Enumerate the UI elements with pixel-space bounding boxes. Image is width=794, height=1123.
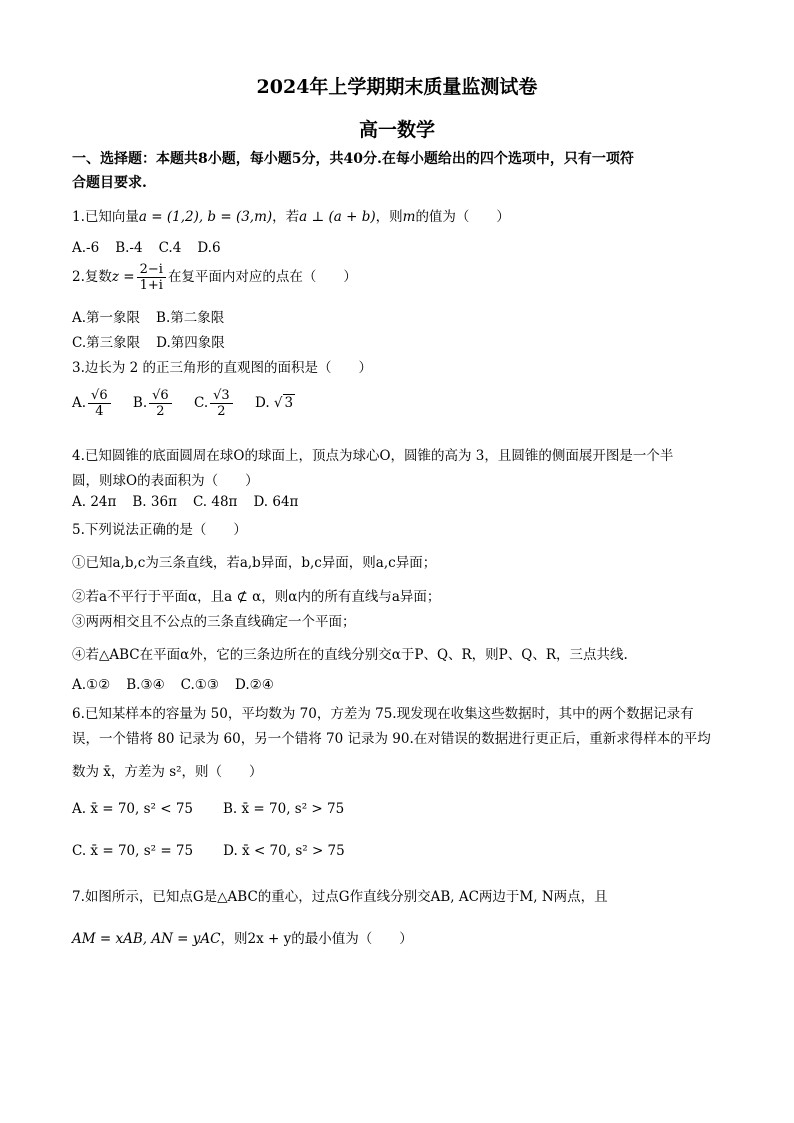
section-heading-line2: 合题目要求.	[72, 175, 147, 191]
q5-statement-1: ①已知a,b,c为三条直线，若a,b异面，b,c异面，则a,c异面；	[72, 555, 437, 571]
question-6-line2: 误，一个错将 80 记录为 60，另一个错将 70 记录为 90.在对错误的数据进行更正后，重新求得样本的平均	[72, 731, 711, 747]
q2-fraction: $\frac{2-i}{1+i}$	[137, 262, 166, 293]
question-5: 5.下列说法正确的是（ ）	[72, 522, 247, 538]
q5-option-c: C.①③	[180, 677, 220, 693]
q3-option-d: D. √ 3	[254, 395, 294, 411]
q1-condition: a ⊥ (a + b)	[299, 209, 376, 225]
question-2: 2.复数z = $\frac{2-i}{1+i}$ 在复平面内对应的点在（ ）	[72, 262, 357, 293]
q4-option-a: A. 24π	[72, 494, 117, 510]
q5-option-a: A.①②	[72, 677, 111, 693]
subject-title: 高一数学	[358, 119, 435, 141]
exam-title: 2024年上学期期末质量监测试卷	[256, 76, 538, 98]
question-7-line1: 7.如图所示，已知点G是△ABC的重心，过点G作直线分别交AB, AC两边于M, N两点，且	[72, 889, 608, 905]
q5-statement-2: ②若a不平行于平面α，且a ⊄ α，则α内的所有直线与a异面；	[72, 589, 441, 605]
q4-options	[72, 494, 314, 510]
q3-options	[72, 388, 311, 419]
question-6-line1: 6.已知某样本的容量为 50，平均数为 70，方差为 75.现发现在收集这些数据时，其中的两个数据记录有	[72, 706, 694, 722]
q2-options-row1	[72, 306, 240, 326]
question-1: 1.已知向量a = (1,2), b = (3,m)，若a ⊥ (a + b)，则m的值为（ ）	[72, 209, 510, 225]
q3-option-c: C. $\frac{√3}{2}$	[194, 388, 235, 419]
question-4-line1: 4.已知圆锥的底面圆周在球O的球面上，顶点为球心O，圆锥的高为 3，且圆锥的侧面展开图是一个半	[72, 448, 674, 464]
q5-options	[72, 677, 290, 693]
q4-option-d: D. 64π	[253, 494, 299, 510]
q2-option-b: B.第二象限	[156, 310, 225, 326]
q3-option-b: B. $\frac{√6}{2}$	[133, 388, 174, 419]
q2-option-c: C.第三象限	[72, 335, 141, 351]
q6-option-d: D. x̄ < 70, s² > 75	[223, 843, 345, 859]
q1-vector-expr: a = (1,2), b = (3,m)	[138, 209, 273, 225]
question-6-line3: 数为 x̄，方差为 s²，则（ ）	[72, 764, 263, 780]
q3-option-a: A. $\frac{√6}{4}$	[72, 388, 113, 419]
q1-option-d: D.6	[197, 240, 221, 256]
q6-option-b: B. x̄ = 70, s² > 75	[223, 801, 345, 817]
q5-statement-4: ④若△ABC在平面α外，它的三条边所在的直线分别交α于P、Q、R，则P、Q、R，三点共线.	[72, 647, 628, 663]
question-3: 3.边长为 2 的正三角形的直观图的面积是（ ）	[72, 360, 373, 376]
question-4-line2: 圆，则球O的表面积为（ ）	[72, 473, 259, 489]
q1-option-b: B.-4	[115, 240, 143, 256]
q6-option-c: C. x̄ = 70, s² = 75	[72, 843, 194, 859]
q2-option-a: A.第一象限	[72, 310, 141, 326]
q5-statement-3: ③两两相交且不公点的三条直线确定一个平面；	[72, 614, 356, 630]
q6-options-row1	[72, 801, 360, 817]
q1-option-c: C.4	[158, 240, 182, 256]
q5-option-b: B.③④	[126, 677, 165, 693]
q6-option-a: A. x̄ = 70, s² < 75	[72, 801, 194, 817]
q1-options	[72, 240, 237, 256]
q2-options-row2	[72, 331, 241, 351]
q4-option-b: B. 36π	[132, 494, 177, 510]
q2-option-d: D.第四象限	[156, 335, 225, 351]
section-heading-line1: 一、选择题：本题共8小题，每小题5分，共40分.在每小题给出的四个选项中，只有一项符	[72, 151, 634, 167]
q4-option-c: C. 48π	[192, 494, 238, 510]
question-7-line2: AM = xAB, AN = yAC，则2x + y的最小值为（ ）	[72, 931, 413, 947]
q7-vector-expr: AM = xAB, AN = yAC	[72, 931, 221, 947]
q5-option-d: D.②④	[235, 677, 274, 693]
q1-option-a: A.-6	[72, 240, 100, 256]
q6-options-row2	[72, 843, 361, 859]
